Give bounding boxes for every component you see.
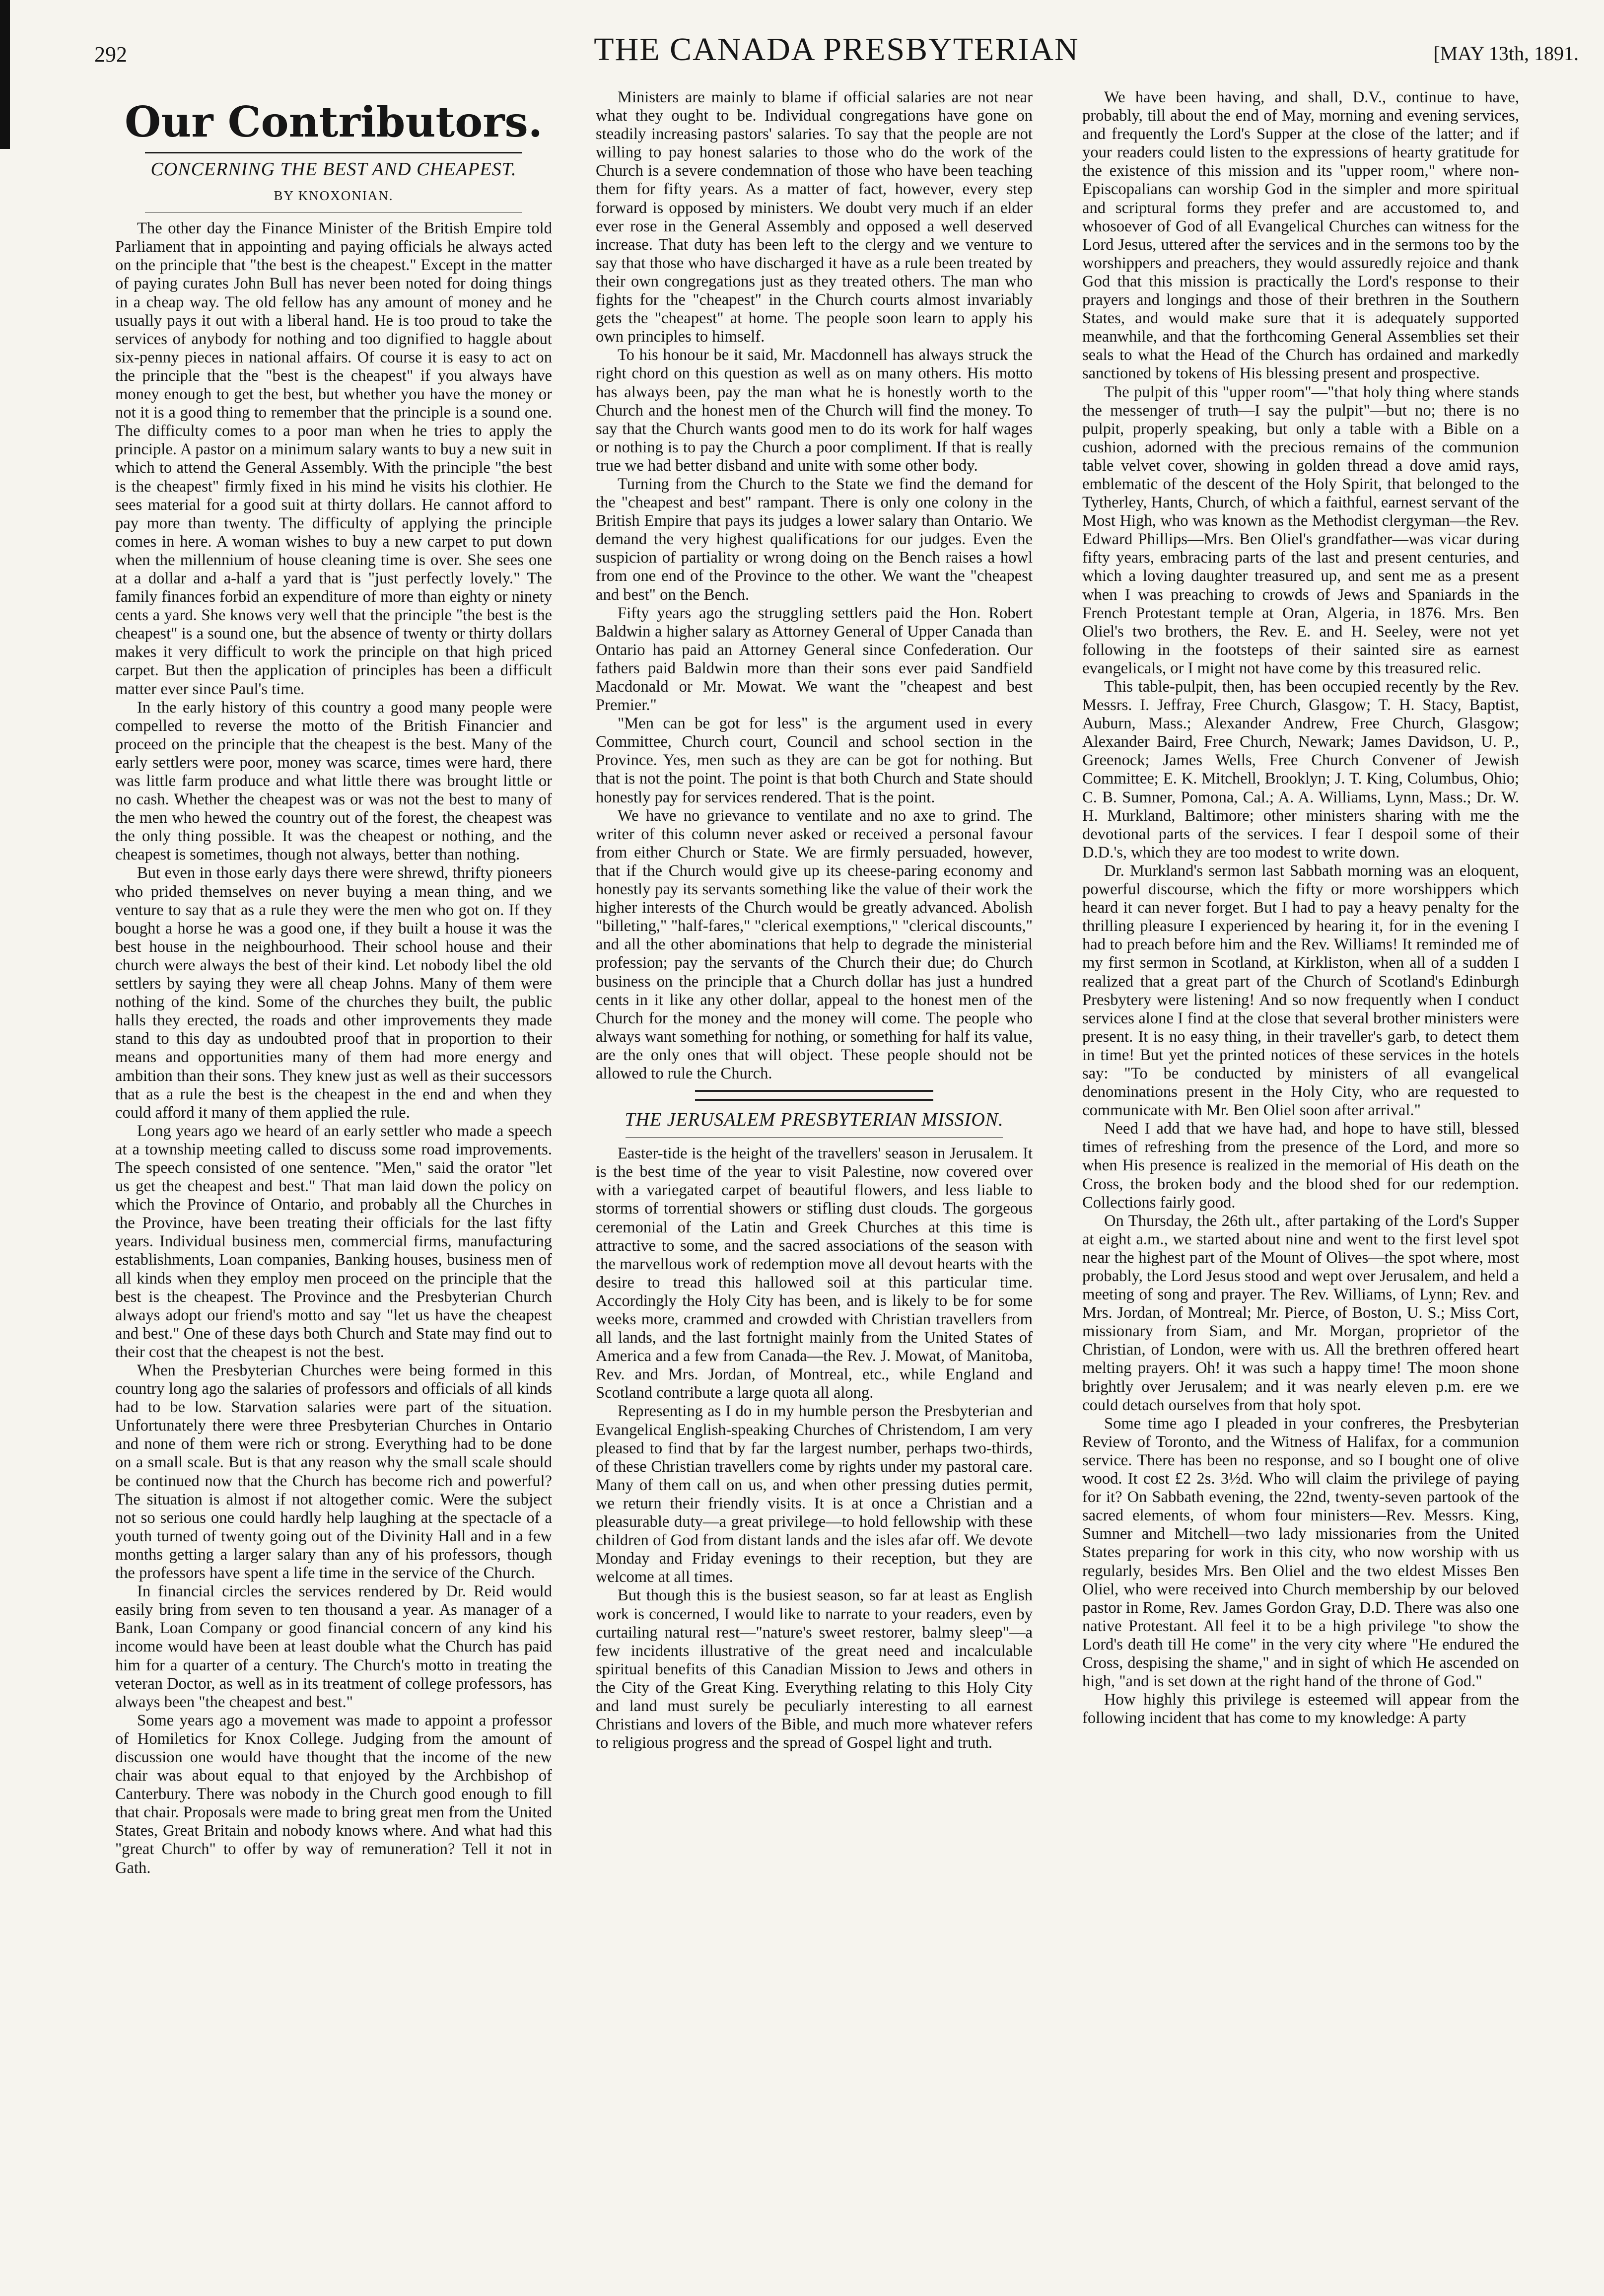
title-rule [626, 1137, 1003, 1138]
article-2-paragraph: Some time ago I pleaded in your confreres, the Presbyterian Review of Toronto, and the Witness of Halifax, for a communion service. There has been no response, and so I bought one of olive wood. It cost £2 2s. 3½d. Who will claim the privilege of paying for it? On Sabbath evening, the 22nd, twenty-seven partook of the sacred elements, of whom four ministers—Rev. Messrs. King, Sumner and Mitchell—two lady missionaries from the United States preparing for work in this city, who now worship with us regularly, besides Mrs. Ben Oliel and the two eldest Misses Ben Oliel, who were received into Church membership by our beloved pastor in Rome, Rev. James Gordon Gray, D.D. There was also one native Protestant. All feel it to be a high privilege "to show the Lord's death till He come" in the very city where "He endured the Cross, despising the shame," and in sight of which He ascended on high, "and is set down at the right hand of the throne of God." [1082, 1414, 1519, 1691]
masthead-rule [145, 152, 522, 153]
article-1-paragraph: The other day the Finance Minister of the British Empire told Parliament that in appointing and paying officials he always acted on the principle that "the best is the cheapest." Except in the matter of paying curates John Bull has never been noted for doing things in a cheap way. The old fellow has any amount of money and he usually pays it out with a liberal hand. He is too proud to take the services of anybody for nothing and too dignified to haggle about six-penny pieces in national affairs. Of course it is easy to act on the principle that the "best is the cheapest" if you always have money enough to get the best, but whether you have the money or not it is a good thing to remember that the principle is a sound one. The difficulty comes to a poor man when he tries to apply the principle. A pastor on a minimum salary wants to buy a new suit in which to attend the General Assembly. With the principle "the best is the cheapest" firmly fixed in his mind he visits his clothier. He sees material for a good suit at thirty dollars. He cannot afford to pay more than twenty. The difficulty of applying the principle comes in here. A woman wishes to buy a new carpet to put down when the millennium of house cleaning time is over. She sees one at a dollar and a-half a yard that is "just perfectly lovely." The family finances forbid an expenditure of more than eighty or ninety cents a yard. She knows very well that the principle "the best is the cheapest" is a sound one, but the absence of twenty or thirty dollars makes it very difficult to work the principle on that high priced carpet. But then the application of principles has been a difficult matter ever since Paul's time. [115, 219, 552, 698]
article-1-paragraph: Turning from the Church to the State we find the demand for the "cheapest and best" rampant. There is only one colony in the British Empire that pays its judges a lower salary than Ontario. We demand the very highest qualifications for our judges. Even the suspicion of partiality or wrong doing on the Bench raises a howl from one end of the Province to the other. We want the "cheapest and best" on the Bench. [596, 475, 1033, 604]
article-1-paragraph: In financial circles the services rendered by Dr. Reid would easily bring from seven to ten thousand a year. As manager of a Bank, Loan Company or good financial concern of any kind his income would have been at least double what the Church has paid him for a quarter of a century. The Church's motto in treating the veteran Doctor, as well as in its treatment of college professors, has always been "the cheapest and best." [115, 1582, 552, 1711]
page-number: 292 [94, 42, 127, 67]
article-1-paragraph: In the early history of this country a good many people were compelled to reverse the motto of the British Financier and proceed on the principle that the cheapest is the best. Many of the early settlers were poor, money was scarce, times were hard, there was little farm produce and what little there was brought little or no cash. Whether the cheapest was or was not the best to many of the men who hewed the country out of the forest, the cheapest was the only thing possible. It was the cheapest or nothing, and the cheapest is sometimes, though not always, better than nothing. [115, 698, 552, 864]
article-2-title: THE JERUSALEM PRESBYTERIAN MISSION. [625, 1109, 1004, 1131]
article-1-paragraph: We have no grievance to ventilate and no axe to grind. The writer of this column never asked or received a personal favour from either Church or State. We are firmly persuaded, however, that if the Church would give up its cheese-paring economy and honestly pay its servants something like the value of their work the higher interests of the Church would be greatly advanced. Abolish "billeting," "half-fares," "clerical exemptions," "clerical discounts," and all the other abominations that help to degrade the ministerial profession; pay the servants of the Church their due; do Church business on the principle that a Church dollar has just a hundred cents in it like any other dollar, appeal to the honest men of the Church for the money and the money will come. The people who always want something for nothing, or something for half its value, are the only ones that will object. These people should not be allowed to rule the Church. [596, 806, 1033, 1082]
article-1-title: CONCERNING THE BEST AND CHEAPEST. [150, 159, 517, 180]
byline-rule [145, 212, 522, 213]
article-2-paragraph: Easter-tide is the height of the travellers' season in Jerusalem. It is the best time of the year to visit Palestine, now covered over with a variegated carpet of beautiful flowers, and less liable to storms of torrential showers or stifling dust clouds. The gorgeous ceremonial of the Latin and Greek Churches at this time is attractive to some, and the sacred associations of the season with the marvellous work of redemption move all devout hearts with the desire to tread this hallowed soil at this particular time. Accordingly the Holy City has been, and is likely to be for some weeks more, crammed and crowded with Christian travellers from all lands, and the last fortnight mainly from the United States of America and a few from Canada—the Rev. J. Mowat, of Manitoba, Rev. and Mrs. Jordan, of Montreal, etc., while England and Scotland contribute a large quota all along. [596, 1145, 1033, 1402]
article-2-paragraph: How highly this privilege is esteemed will appear from the following incident that has come to my knowledge: A party [1082, 1691, 1519, 1727]
article-1-paragraph: Some years ago a movement was made to appoint a professor of Homiletics for Knox College. Judging from the amount of discussion one would have thought that the income of the new chair was about equal to that enjoyed by the Archbishop of Canterbury. There was nobody in the Church good enough to fill that chair. Proposals were made to bring great men from the United States, Great Britain and nobody knows where. And what had this "great Church" to offer by way of remuneration? Tell it not in Gath. [115, 1711, 552, 1877]
article-1-paragraph: To his honour be it said, Mr. Macdonnell has always struck the right chord on this question as well as on many others. His motto has always been, pay the man what he is honestly worth to the Church and the honest men of the Church will find the money. To say that the Church wants good men to do its work for half wages or nothing is to pay the Church a poor compliment. If that is really true we had better disband and unite with some other body. [596, 346, 1033, 475]
page-header [94, 31, 1579, 75]
article-2-paragraph: Representing as I do in my humble person the Presbyterian and Evangelical English-speaking Churches of Christendom, I am very pleased to find that by far the largest number, perhaps two-thirds, of these Christian travellers come by rights under my pastoral care. Many of them call on us, and when other pressing duties permit, we return their friendly visits. It is at once a Christian and a pleasurable duty—a great privilege—to hold fellowship with these children of God from distant lands and the isles afar off. We devote Monday and Friday evenings to their reception, but they are welcome at all times. [596, 1402, 1033, 1586]
article-1-paragraph: Fifty years ago the struggling settlers paid the Hon. Robert Baldwin a higher salary as Attorney General of Upper Canada than Ontario has paid an Attorney General since Confederation. Our fathers paid Baldwin more than their sons ever paid Sandfield Macdonald or Mr. Mowat. We want the "cheapest and best Premier." [596, 604, 1033, 715]
article-1-byline: BY KNOXONIAN. [274, 188, 394, 204]
journal-title: THE CANADA PRESBYTERIAN [594, 31, 1079, 68]
section-masthead: Our Contributors. [124, 97, 543, 146]
issue-date: [MAY 13th, 1891. [1433, 42, 1579, 65]
article-separator [695, 1090, 933, 1101]
article-2-paragraph: But though this is the busiest season, so far at least as English work is concerned, I would like to narrate to your readers, even by curtailing natural rest—"nature's sweet restorer, balmy sleep"—a few incidents illustrative of the great need and incalculable spiritual benefits of this Canadian Mission to Jews and others in the City of the Great King. Everything relating to this Holy City and land must surely be peculiarly interesting to all earnest Christians and lovers of the Bible, and much more whatever refers to religious progress and the spread of Gospel light and truth. [596, 1586, 1033, 1752]
article-2-paragraph: The pulpit of this "upper room"—"that holy thing where stands the messenger of truth—I say the pulpit"—but no; there is no pulpit, properly speaking, but only a table with a Bible on a cushion, adorned with the precious remains of the communion table velvet cover, showing in golden thread a dove amid rays, emblematic of the descent of the Holy Spirit, that belonged to the Tytherley, Hants, Church, of which a faithful, earnest servant of the Most High, who was known as the Methodist clergyman—the Rev. Edward Phillips—Mrs. Ben Oliel's grandfather—was vicar during fifty years, embracing parts of the last and present centuries, and which a loving daughter treasured up, and sent me as a present when I was preaching to crowds of Jews and Spaniards in the French Protestant temple at Oran, Algeria, in 1876. Mrs. Ben Oliel's two brothers, the Rev. E. and H. Seeley, were not yet following in the footsteps of their sainted sire as earnest evangelicals, or I might not have come by this treasured relic. [1082, 383, 1519, 677]
article-2-paragraph: This table-pulpit, then, has been occupied recently by the Rev. Messrs. I. Jeffray, Free Church, Glasgow; T. H. Stacy, Baptist, Auburn, Mass.; Alexander Andrew, Free Church, Glasgow; Alexander Baird, Free Church, Newark; James Davidson, U. P., Greenock; James Wells, Free Church Convener of Jewish Committee; E. K. Mitchell, Brooklyn; J. T. King, Columbus, Ohio; C. B. Sumner, Pomona, Cal.; A. A. Williams, Lynn, Mass.; Dr. W. H. Murkland, Baltimore; other ministers sharing with me the devotional parts of the services. I fear I despoil some of their D.D.'s, which they are too modest to write down. [1082, 678, 1519, 861]
article-1-paragraph: Long years ago we heard of an early settler who made a speech at a township meeting called to discuss some road improvements. The speech consisted of one sentence. "Men," said the orator "let us get the cheapest and best." That man laid down the policy on which the Province of Ontario, and probably all the Churches in the Province, have been treating their officials for the last fifty years. Individual business men, commercial firms, manufacturing establishments, Loan companies, Banking houses, business men of all kinds when they employ men proceed on the principle that the best is the cheapest. The Province and the Presbyterian Church always adopt our friend's motto and say "let us have the cheapest and best." One of these days both Church and State may find out to their cost that the cheapest is not the best. [115, 1122, 552, 1361]
article-2-paragraph: We have been having, and shall, D.V., continue to have, probably, till about the end of May, morning and evening services, and frequently the Lord's Supper at the close of the latter; and if your readers could listen to the expressions of hearty gratitude for the existence of this mission and its "upper room," where non-Episcopalians can worship God in the simpler and more spiritual and scriptural forms they prefer and are accustomed to, and whosoever of God of all Evangelical Churches can witness for the Lord Jesus, uttered after the services and in the sermons too by the worshippers and preachers, they would assuredly rejoice and thank God that this mission is practically the Lord's response to their prayers and longings and those of their brethren in the Southern States, and would make sure that it is adequately supported meanwhile, and that the forthcoming General Assemblies set their seals to what the Head of the Church has ordained and markedly sanctioned by tokens of His blessing present and prospective. [1082, 88, 1519, 383]
article-2-paragraph: On Thursday, the 26th ult., after partaking of the Lord's Supper at eight a.m., we started about nine and went to the first level spot near the highest part of the Mount of Olives—the spot where, most probably, the Lord Jesus stood and wept over Jerusalem, and held a meeting of song and prayer. The Rev. Williams, of Lynn; Rev. and Mrs. Jordan, of Montreal; Mr. Pierce, of Boston, U. S.; Miss Cort, missionary from Siam, and Mr. Morgan, proprietor of the Christian, of London, were with us. All the brethren offered heart melting prayers. Oh! it was such a happy time! The moon shone brightly over Jerusalem; and it was nearly eleven p.m. ere we could detach ourselves from that holy spot. [1082, 1212, 1519, 1414]
article-1-paragraph: Ministers are mainly to blame if official salaries are not near what they ought to be. Individual congregations have gone on steadily increasing pastors' salaries. To say that the people are not willing to pay honest salaries to those who do the work of the Church is a severe condemnation of those who have been teaching them for fifty years. As a matter of fact, however, every step forward is opposed by ministers. We doubt very much if an elder ever rose in the General Assembly and opposed a well deserved increase. That duty has been left to the clergy and we venture to say that those who have discharged it have as a rule been treated by their own congregations just as they treated others. The man who fights for the "cheapest" in the Church courts almost invariably gets the "cheapest" at home. The people soon learn to apply his own principles to himself. [596, 88, 1033, 346]
article-1-paragraph: But even in those early days there were shrewd, thrifty pioneers who prided themselves on never buying a mean thing, and we venture to say that as a rule they were the men who got on. If they bought a horse he was a good one, if they built a house it was the best house in the neighbourhood. Their school house and their church were always the best of their kind. Let nobody libel the old settlers by saying they were all cheap Johns. Many of them were nothing of the kind. Some of the churches they built, the public halls they erected, the roads and other improvements they made stand to this day as undoubted proof that in proportion to their means and opportunities many of them had more energy and ambition than their sons. They knew just as well as their successors that as a rule the best is the cheapest in the end and when they could afford it many of them applied the rule. [115, 864, 552, 1122]
page-edge-bar [0, 0, 10, 149]
column-3 [1082, 88, 1519, 2283]
article-2-paragraph: Dr. Murkland's sermon last Sabbath morning was an eloquent, powerful discourse, which the fifty or more worshippers which heard it can never forget. But I had to pay a heavy penalty for the thrilling pleasure I experienced by hearing it, for in the evening I had to preach before him and the Rev. Williams! It reminded me of my first sermon in Scotland, at Kirkliston, when all of a sudden I realized that a great part of the Church of Scotland's Edinburgh Presbytery were listening! And so now frequently when I conduct services alone I find at the close that several brother ministers were present. It is no easy thing, in their traveller's garb, to detect them in time! But yet the printed notices of these services in the hotels say: "To be conducted by ministers of all evangelical denominations present in the Holy City, who are requested to communicate with Mr. Ben Oliel soon after arrival." [1082, 861, 1519, 1120]
column-2 [596, 88, 1033, 2283]
column-1 [115, 88, 552, 2283]
article-1-paragraph: "Men can be got for less" is the argument used in every Committee, Church court, Council and school section in the Province. Yes, men such as they are can be got for nothing. But that is not the point. The point is that both Church and State should honestly pay for services rendered. That is the point. [596, 715, 1033, 806]
article-2-paragraph: Need I add that we have had, and hope to have still, blessed times of refreshing from the presence of the Lord, and more so when His presence is realized in the memorial of His death on the Cross, the broken body and the blood shed for our redemption. Collections fairly good. [1082, 1120, 1519, 1212]
article-1-paragraph: When the Presbyterian Churches were being formed in this country long ago the salaries of professors and officials of all kinds had to be low. Starvation salaries were part of the situation. Unfortunately there were three Presbyterian Churches in Ontario and none of them were rich or strong. Everything had to be done on a small scale. But is that any reason why the small scale should be continued now that the Church has become rich and powerful? The situation is almost if not altogether comic. Were the subject not so serious one could hardly help laughing at the spectacle of a youth turned of twenty going out of the Divinity Hall and in a few months getting a larger salary than any of his professors, though the professors have spent a life time in the service of the Church. [115, 1362, 552, 1582]
